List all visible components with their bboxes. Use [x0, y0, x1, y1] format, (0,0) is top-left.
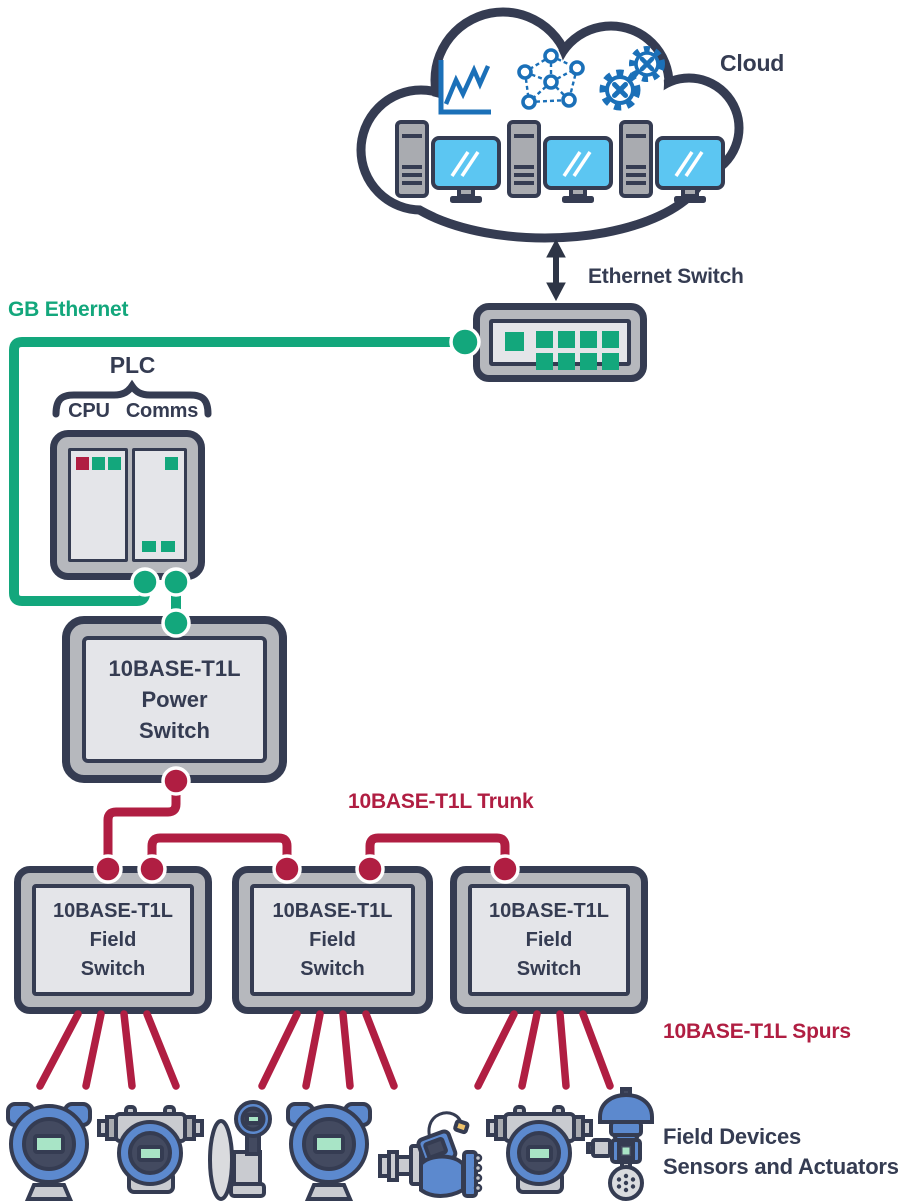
field-switch-line: Field [525, 928, 573, 951]
plc-label: PLC [109, 352, 156, 378]
field-devices-title: Field Devices [663, 1124, 802, 1149]
diaphragm-seal-transmitter-icon [210, 1102, 270, 1199]
field-switch-1 [14, 866, 212, 1014]
cloud-icon [345, 4, 750, 242]
trunk-label: 10BASE-T1L Trunk [348, 790, 534, 813]
field-switch-line: Switch [300, 957, 365, 980]
field-switch-line: Switch [516, 957, 582, 980]
power-switch [62, 616, 287, 783]
spur-lines [40, 1014, 610, 1086]
flow-transmitter-icon [99, 1107, 202, 1192]
field-switch-line: Switch [80, 957, 146, 980]
plc-comms-label: Comms [125, 400, 199, 422]
bidirectional-arrow-icon [547, 240, 565, 300]
field-switch-line: Field [89, 928, 137, 951]
power-switch-line: 10BASE-T1L [108, 656, 241, 681]
pressure-transmitter-icon [288, 1104, 370, 1199]
plc-comms-module [132, 448, 187, 562]
power-switch-line: Power [141, 687, 208, 712]
cloud-label: Cloud [720, 50, 785, 76]
field-switch-line: Field [309, 928, 356, 951]
plc [50, 430, 205, 580]
trunk-connector-dot [95, 768, 518, 882]
power-switch-line: Switch [139, 718, 210, 743]
field-switch-2 [232, 866, 433, 1014]
gb-ethernet-label: GB Ethernet [8, 298, 129, 321]
valve-actuator-icon [588, 1089, 652, 1199]
switch-port-led [505, 332, 524, 351]
switch-port-leds [536, 331, 619, 370]
field-switch-line: 10BASE-T1L [488, 899, 610, 922]
pressure-transmitter-icon [8, 1104, 90, 1199]
flow-transmitter-icon [488, 1107, 591, 1192]
control-valve-icon [380, 1113, 481, 1196]
field-devices-subtitle: Sensors and Actuators [663, 1154, 899, 1179]
field-switch-3 [450, 866, 648, 1014]
field-devices-row [0, 1094, 665, 1201]
ethernet-switch-label: Ethernet Switch [588, 265, 744, 288]
field-switch-line: 10BASE-T1L [52, 899, 174, 922]
spurs-label: 10BASE-T1L Spurs [663, 1020, 851, 1043]
field-switch-line: 10BASE-T1L [272, 899, 393, 922]
ethernet-switch [473, 303, 647, 382]
plc-cpu-module [68, 448, 128, 562]
plc-cpu-label: CPU [68, 400, 110, 422]
